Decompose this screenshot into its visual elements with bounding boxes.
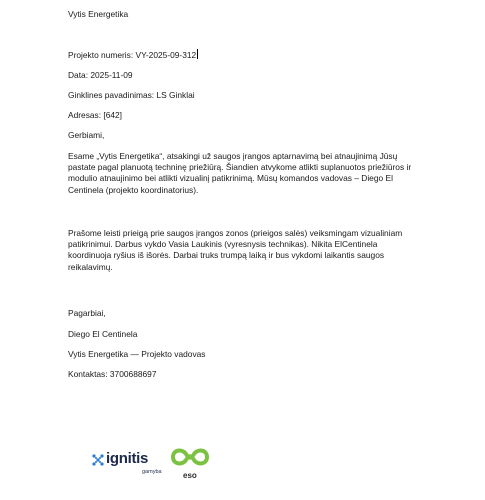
ignitis-wordmark: ignitis: [106, 450, 149, 467]
paragraph-request: Prašome leisti prieigą prie saugos įrangos zonos (prieigos salės) veiksmingam vizualiniam patikrinimui. Darbus vykdo Vasia Laukinis (vyresnysis technikas). Nikita ElCentinela koordinuoja ryšius iš išorės. Darbai truks trumpą laiką ir bus vykdomi laikantis saugos reikalavimų.: [68, 228, 403, 272]
footer-logos: [92, 444, 232, 484]
ignitis-subtitle: gamyba: [142, 469, 162, 475]
text-cursor: [197, 49, 198, 59]
paragraph-intro: Esame „Vytis Energetika“, atsakingi už saugos įrangos aptarnavimą bei atnaujinimą Jūsų pastate pagal planuotą techninę priežiūrą. Šiandien atvykome atlikti suplanuotos priežiūros ir modulio atnaujinimo bei atlikti vizualinį patikrinimą. Mūsų komandos vadovas – Diego El Centinela (projekto koordinatorius).: [68, 151, 412, 195]
project-number-line[interactable]: [68, 49, 198, 61]
company-header: Vytis Energetika: [68, 9, 129, 19]
line-name: Ginklines pavadinimas: LS Ginklai: [68, 90, 195, 100]
signer-title: Vytis Energetika — Projekto vadovas: [68, 349, 206, 359]
contacts: Kontaktas: 3700688697: [68, 369, 157, 379]
closing: Pagarbiai,: [68, 308, 106, 318]
ignitis-logo-icon: [92, 454, 104, 466]
address-line: Adresas: [642]: [68, 110, 123, 120]
date-line: Data: 2025-11-09: [68, 70, 133, 80]
eso-logo-icon: [170, 444, 210, 470]
signer-name: Diego El Centinela: [68, 329, 138, 339]
eso-wordmark: eso: [183, 471, 197, 480]
project-number: Projekto numeris: VY-2025-09-312: [68, 50, 197, 60]
greeting: Gerbiami,: [68, 130, 105, 140]
